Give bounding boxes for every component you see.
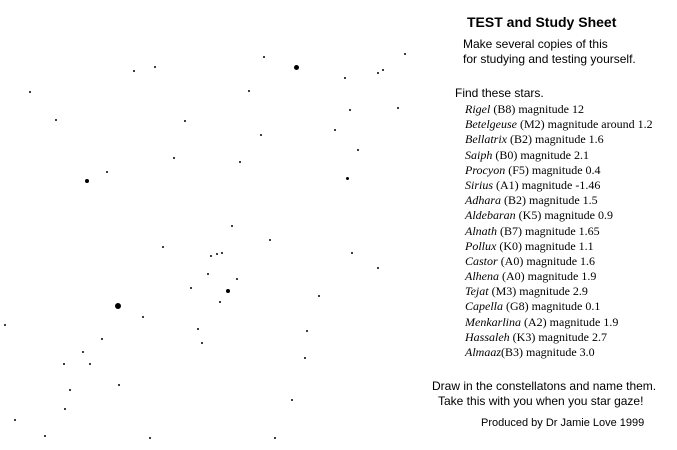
- star-dot: [239, 161, 241, 163]
- star-dot: [263, 56, 265, 58]
- star-dot: [216, 253, 218, 255]
- star-dot: [269, 239, 271, 241]
- star-dot: [115, 303, 121, 309]
- star-dot: [63, 363, 65, 365]
- star-magnitude: magnitude 2.7: [538, 329, 607, 344]
- star-magnitude: magnitude 1.65: [525, 223, 600, 238]
- star-name: Saiph: [465, 147, 493, 162]
- star-magnitude: magnitude 1.1: [525, 238, 594, 253]
- star-dot: [190, 287, 192, 289]
- star-name: Capella: [465, 299, 503, 314]
- star-entry: [465, 254, 653, 269]
- star-magnitude: magnitude 12: [518, 102, 584, 116]
- star-name: Betelgeuse: [465, 117, 517, 132]
- star-dot: [248, 90, 250, 92]
- star-entry: [465, 284, 653, 299]
- star-class: (A1): [496, 177, 519, 192]
- star-entry: [465, 224, 653, 239]
- star-dot: [344, 77, 346, 79]
- star-dot: [142, 316, 144, 318]
- sheet-title: TEST and Study Sheet: [467, 14, 617, 30]
- star-entry: [465, 117, 653, 132]
- star-entry: [465, 269, 653, 284]
- star-dot: [404, 53, 406, 55]
- star-class: (A2): [524, 314, 547, 329]
- intro-line-2: for studying and testing yourself.: [463, 52, 636, 66]
- star-dot: [82, 351, 84, 353]
- star-dot: [149, 437, 151, 439]
- star-dot: [377, 267, 379, 269]
- star-dot: [349, 109, 351, 111]
- star-dot: [118, 384, 120, 386]
- star-dot: [85, 179, 89, 183]
- star-name: Aldebaran: [465, 208, 516, 223]
- find-heading: Find these stars.: [455, 86, 544, 100]
- star-class: (F5): [508, 162, 529, 177]
- star-dot: [294, 65, 299, 70]
- star-magnitude: magnitude 0.4: [531, 162, 601, 177]
- star-magnitude: magnitude 0.9: [544, 208, 613, 223]
- star-dot: [64, 408, 66, 410]
- star-name: Almaaz: [465, 345, 501, 359]
- star-name: Menkarlina: [465, 314, 521, 329]
- star-entry: [465, 163, 653, 178]
- star-magnitude: magnitude around 1.2: [547, 117, 653, 132]
- star-dot: [154, 66, 156, 68]
- star-magnitude: magnitude 0.1: [531, 299, 601, 314]
- intro-text: [463, 37, 636, 67]
- star-dot: [291, 399, 293, 401]
- star-dot: [210, 255, 212, 257]
- star-class: (M2): [519, 117, 545, 132]
- star-dot: [162, 246, 164, 248]
- star-class: (B2): [510, 132, 532, 147]
- star-class: (A0): [500, 253, 524, 268]
- star-name: Alnath: [465, 223, 497, 238]
- star-magnitude: magnitude 1.5: [529, 193, 598, 208]
- star-name: Rigel: [465, 102, 491, 116]
- star-dot: [197, 328, 199, 330]
- star-dot: [382, 69, 384, 71]
- star-entry: [465, 315, 653, 330]
- star-dot: [346, 177, 349, 180]
- star-entry: [465, 193, 653, 208]
- star-dot: [221, 252, 223, 254]
- star-magnitude: magnitude 1.9: [549, 314, 619, 329]
- star-class: (B3): [501, 345, 523, 359]
- star-dot: [334, 129, 336, 131]
- star-dot: [357, 149, 359, 151]
- star-dot: [226, 289, 230, 293]
- star-dot: [55, 119, 57, 121]
- star-dot: [89, 363, 91, 365]
- star-class: (A0): [502, 269, 525, 284]
- star-dot: [236, 278, 238, 280]
- author-credit: Produced by Dr Jamie Love 1999: [481, 417, 645, 429]
- instruction-line-1: Draw in the constellatons and name them.: [432, 379, 657, 393]
- star-dot: [106, 171, 108, 173]
- star-magnitude: magnitude 1.9: [527, 269, 597, 284]
- star-class: (B7): [500, 223, 522, 238]
- star-dot: [377, 72, 379, 74]
- star-magnitude: magnitude -1.46: [521, 177, 601, 192]
- star-dot: [29, 91, 31, 93]
- star-dot: [173, 157, 175, 159]
- star-entry: [465, 239, 653, 254]
- star-class: (B8): [493, 102, 516, 116]
- star-magnitude: magnitude 2.9: [519, 284, 588, 299]
- star-dot: [44, 435, 46, 437]
- star-entry: [465, 102, 653, 117]
- star-entry: [465, 345, 653, 360]
- star-dot: [4, 324, 6, 326]
- star-name: Tejat: [465, 284, 489, 299]
- star-dot: [306, 330, 308, 332]
- star-class: (G8): [506, 299, 529, 314]
- star-name: Procyon: [465, 162, 506, 177]
- star-entry: [465, 132, 653, 147]
- star-class: (K3): [512, 329, 536, 344]
- star-dot: [260, 134, 262, 136]
- star-entry: [465, 148, 653, 163]
- star-name: Castor: [465, 253, 498, 268]
- star-dot: [69, 389, 71, 391]
- star-dot: [274, 437, 276, 439]
- star-magnitude: magnitude 1.6: [526, 253, 596, 268]
- star-name: Sirius: [465, 177, 494, 192]
- star-list: [465, 102, 653, 360]
- star-dot: [318, 295, 320, 297]
- star-dot: [219, 301, 221, 303]
- instructions: [432, 379, 656, 409]
- star-magnitude: magnitude 3.0: [526, 345, 595, 359]
- star-name: Bellatrix: [465, 132, 507, 147]
- star-dot: [231, 225, 233, 227]
- star-name: Alhena: [465, 269, 499, 284]
- star-class: (M3): [491, 284, 517, 299]
- star-dot: [133, 70, 135, 72]
- star-class: (B2): [504, 193, 526, 208]
- star-name: Adhara: [465, 193, 501, 208]
- star-entry: [465, 178, 653, 193]
- star-class: (B0): [495, 147, 518, 162]
- star-dot: [351, 252, 353, 254]
- star-entry: [465, 299, 653, 314]
- star-name: Pollux: [465, 238, 497, 253]
- star-dot: [304, 357, 306, 359]
- star-dot: [14, 419, 16, 421]
- star-dot: [201, 342, 203, 344]
- star-name: Hassaleh: [465, 329, 510, 344]
- star-entry: [465, 208, 653, 223]
- star-dot: [101, 338, 103, 340]
- star-dot: [184, 120, 186, 122]
- star-dot: [207, 273, 209, 275]
- star-magnitude: magnitude 1.6: [535, 132, 604, 147]
- star-class: (K0): [499, 238, 522, 253]
- star-class: (K5): [518, 208, 542, 223]
- star-entry: [465, 330, 653, 345]
- star-magnitude: magnitude 2.1: [520, 147, 589, 162]
- star-dot: [397, 107, 399, 109]
- intro-line-1: Make several copies of this: [463, 37, 608, 51]
- instruction-line-2: Take this with you when you star gaze!: [438, 394, 644, 408]
